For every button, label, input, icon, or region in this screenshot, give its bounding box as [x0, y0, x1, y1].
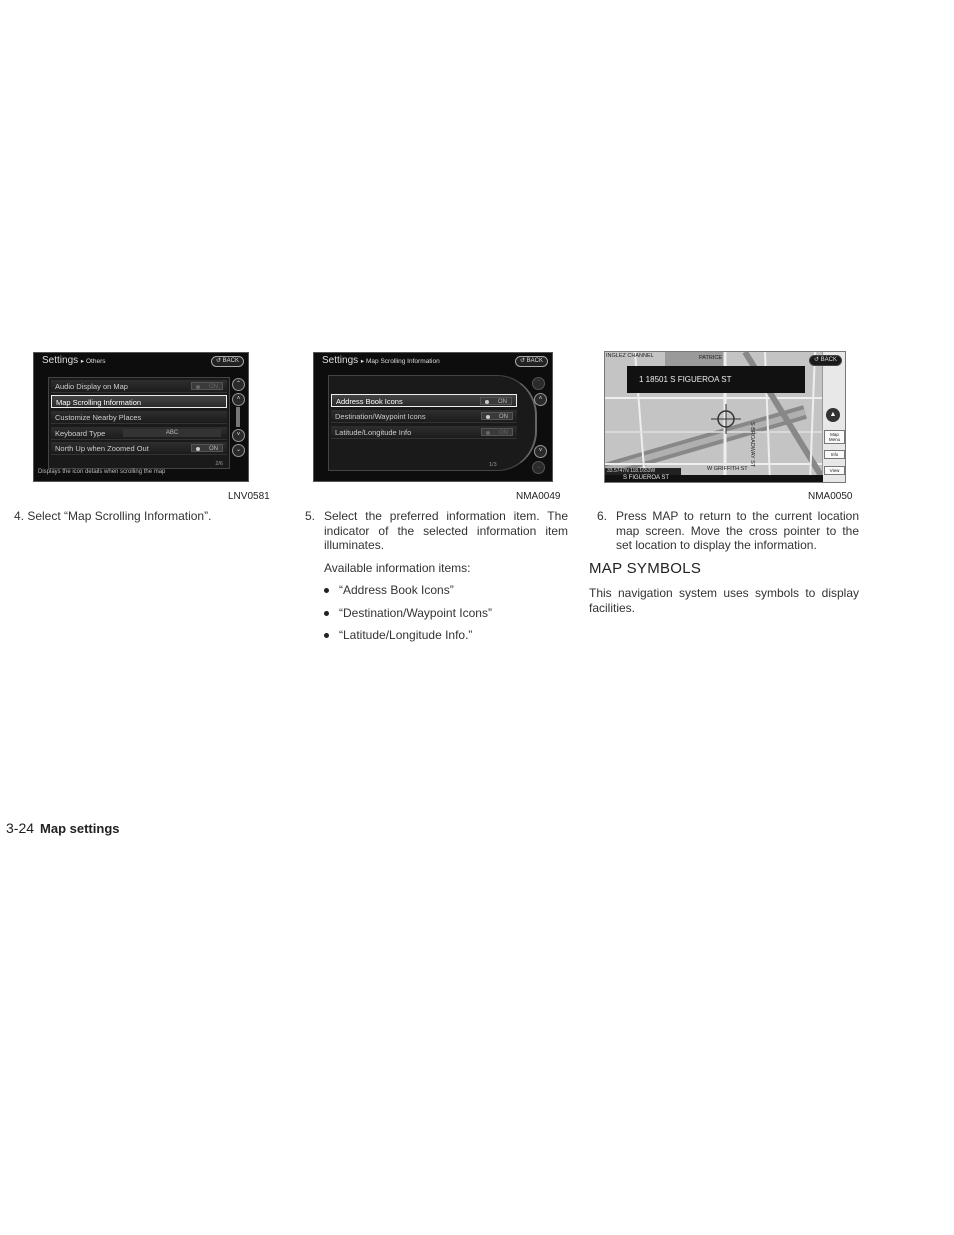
step-6-number: 6. [597, 509, 608, 523]
step-5-number: 5. [305, 509, 316, 523]
indicator-dot-icon [485, 400, 489, 404]
map-label-street-bottom: W GRIFFITH ST [707, 466, 748, 472]
back-arrow-icon: ↺ [519, 358, 525, 364]
back-button[interactable]: ↺ BACK [809, 355, 842, 366]
menu-item-nearby-places[interactable]: Customize Nearby Places [51, 411, 227, 424]
scroll-up-icon[interactable]: ˄ [232, 393, 245, 406]
map-side-panel [822, 352, 845, 482]
available-items-label: Available information items: [324, 561, 471, 575]
address-banner: 1 18501 S FIGUEROA ST [627, 366, 805, 393]
page-down-icon[interactable]: ⌄ [532, 461, 545, 474]
map-label-street-right: S BROADWAY ST [749, 422, 755, 468]
figure-screen-others [33, 352, 249, 482]
screen-title-main: Settings [322, 355, 359, 366]
figure-code: LNV0581 [228, 491, 270, 502]
menu-item-latitude-longitude-info[interactable]: Latitude/Longitude Info ON [331, 426, 517, 439]
settings-menu [48, 377, 230, 469]
back-arrow-icon: ↺ [813, 357, 819, 363]
bullet-icon [324, 611, 329, 616]
list-item: “Destination/Waypoint Icons” [324, 606, 492, 620]
scroll-down-icon[interactable]: ˅ [534, 445, 547, 458]
back-button[interactable]: ↺ BACK [211, 356, 244, 367]
screen-title-sub: Others [86, 358, 106, 365]
status-bar: Displays the icon details when scrolling the map [38, 469, 166, 475]
coordinates-readout: 33.5747N 118.1653W [605, 468, 681, 475]
chapter-title: Map settings [40, 821, 120, 836]
screen-title-sub: Map Scrolling Information [366, 358, 440, 365]
screen-title: Settings ▸ Map Scrolling Information [322, 355, 440, 366]
list-item: “Latitude/Longitude Info.” [324, 628, 472, 642]
indicator-dot-icon [486, 415, 490, 419]
scroll-up-icon[interactable]: ˄ [534, 393, 547, 406]
page-down-icon[interactable]: ⌄ [232, 444, 245, 457]
toggle-indicator: ON [481, 428, 513, 436]
page-footer [6, 820, 120, 836]
indicator-dot-icon [196, 385, 200, 389]
back-arrow-icon: ↺ [215, 358, 221, 364]
section-body: This navigation system uses symbols to display facilities. [589, 586, 859, 615]
settings-menu [328, 375, 537, 471]
step-4-text: 4. Select “Map Scrolling Information”. [14, 509, 212, 523]
bullet-icon [324, 633, 329, 638]
list-item: “Address Book Icons” [324, 583, 454, 597]
page-up-icon[interactable]: ⌃ [532, 377, 545, 390]
menu-item-map-scrolling[interactable]: Map Scrolling Information [51, 395, 227, 408]
figure-code: NMA0050 [808, 491, 853, 502]
info-button[interactable]: Info [824, 450, 845, 459]
figure-code: NMA0049 [516, 491, 561, 502]
back-button[interactable]: ↺ BACK [515, 356, 548, 367]
indicator-dot-icon [196, 447, 200, 451]
page-up-icon[interactable]: ⌃ [232, 378, 245, 391]
north-compass-icon: ▲ [826, 408, 840, 422]
cross-pointer-icon [711, 404, 741, 434]
menu-item-address-book-icons[interactable]: Address Book Icons ON [331, 394, 517, 407]
toggle-indicator: ON [481, 412, 513, 420]
screen-title-main: Settings [42, 355, 79, 366]
map-label-street-top: PATRICE [699, 355, 723, 361]
menu-item-keyboard-type[interactable]: Keyboard Type ABC [51, 427, 227, 440]
toggle-indicator: ON [191, 382, 223, 390]
view-button[interactable]: View [824, 466, 845, 475]
step-6-text: Press MAP to return to the current location map screen. Move the cross pointer to the set location to display the information. [616, 509, 859, 552]
scrollbar[interactable] [236, 407, 240, 427]
map-menu-button[interactable]: Map Menu [824, 430, 845, 444]
figure-map-screen [604, 351, 846, 483]
menu-item-north-up[interactable]: North Up when Zoomed Out ON [51, 442, 227, 455]
toggle-indicator: ON [191, 444, 223, 452]
page-indicator: 2/6 [215, 461, 223, 467]
keyboard-value: ABC [123, 429, 221, 437]
map-label-channel: INGLEZ CHANNEL [606, 353, 654, 359]
menu-item-destination-waypoint-icons[interactable]: Destination/Waypoint Icons ON [331, 410, 517, 423]
page-number: 3-24 [6, 820, 35, 836]
screen-title: Settings ▸ Others [42, 355, 106, 366]
toggle-indicator: ON [480, 397, 512, 405]
current-street-bar: S FIGUEROA ST [605, 475, 823, 482]
page-indicator: 1/3 [489, 462, 497, 468]
menu-item-audio-display[interactable]: Audio Display on Map ON [51, 380, 227, 393]
figure-screen-map-scrolling [313, 352, 553, 482]
section-heading: MAP SYMBOLS [589, 560, 702, 577]
bullet-icon [324, 588, 329, 593]
scroll-down-icon[interactable]: ˅ [232, 429, 245, 442]
indicator-dot-icon [486, 431, 490, 435]
step-5-text: Select the preferred information item. The indicator of the selected information item illuminates. [324, 509, 568, 552]
